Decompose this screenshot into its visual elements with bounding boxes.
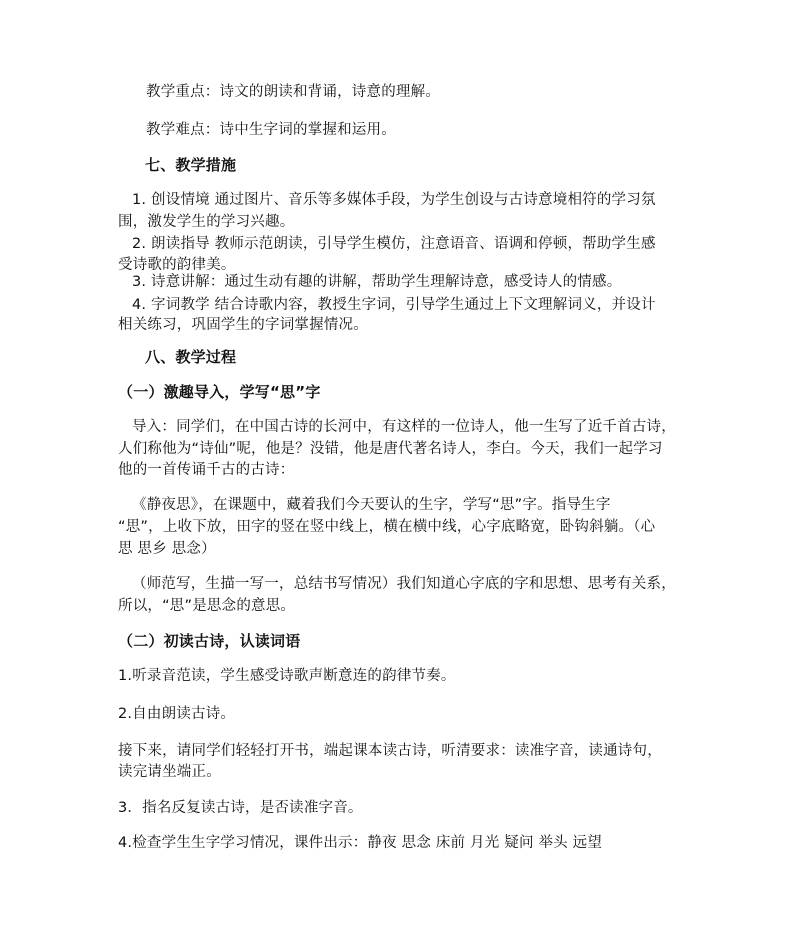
key-points-text: 教学重点：诗文的朗读和背诵，诗意的理解。: [146, 84, 440, 100]
part-2-item-2: 2.自由朗读古诗。: [118, 706, 236, 722]
summary-line: 所以，“思”是思念的意思。: [118, 598, 296, 614]
measure-line: 3. 诗意讲解：通过生动有趣的讲解，帮助学生理解诗意，感受诗人的情感。: [132, 274, 622, 290]
intro-line: 导入：同学们，在中国古诗的长河中，有这样的一位诗人，他一生写了近千首古诗，: [132, 419, 676, 435]
part-2-paragraph-line: 接下来，请同学们轻轻打开书，端起课本读古诗，听清要求：读准字音，读通诗句，: [118, 743, 662, 759]
measure-line: 4. 字词教学 结合诗歌内容，教授生字词，引导学生通过上下文理解词义，并设计: [132, 297, 656, 313]
measure-line: 受诗歌的韵律美。: [118, 257, 236, 273]
part-2-paragraph-line: 读完请坐端正。: [118, 764, 221, 780]
summary-line: （师范写，生描一写一，总结书写情况）我们知道心字底的字和思想、思考有关系，: [132, 576, 676, 592]
section-7-title: 七、教学措施: [145, 156, 237, 174]
measure-line: 相关练习，巩固学生的字词掌握情况。: [118, 317, 368, 333]
measure-line: 2. 朗读指导 教师示范朗读，引导学生模仿，注意语音、语调和停顿，帮助学生感: [132, 236, 656, 252]
intro-line: 他的一首传诵千古的古诗：: [118, 462, 295, 478]
poem-line: “思”，上收下放，田字的竖在竖中线上，横在横中线，心字底略宽，卧钩斜躺。（心: [118, 519, 656, 535]
difficulties-text: 教学难点：诗中生字词的掌握和运用。: [146, 122, 396, 138]
part-2-item-1: 1.听录音范读，学生感受诗歌声断意连的韵律节奏。: [118, 668, 456, 684]
part-2-item-4: 4.检查学生生字学习情况，课件出示：静夜 思念 床前 月光 疑问 举头 远望: [118, 835, 603, 851]
part-2-item-3: 3．指名反复读古诗，是否读准字音。: [118, 800, 363, 816]
section-8-title: 八、教学过程: [145, 348, 237, 366]
intro-line: 人们称他为“诗仙”呢，他是？没错，他是唐代著名诗人，李白。今天，我们一起学习: [118, 441, 663, 457]
part-2-title: （二）初读古诗，认读词语: [118, 632, 301, 650]
measure-line: 围，激发学生的学习兴趣。: [118, 214, 295, 230]
measure-line: 1. 创设情境 通过图片、音乐等多媒体手段，为学生创设与古诗意境相符的学习氛: [132, 192, 656, 208]
poem-line: 《静夜思》，在课题中，藏着我们今天要认的生字，学写“思”字。指导生字: [132, 497, 611, 513]
poem-line: 思 思乡 思念）: [118, 541, 216, 557]
part-1-title: （一）激趣导入，学写“思”字: [118, 383, 321, 401]
